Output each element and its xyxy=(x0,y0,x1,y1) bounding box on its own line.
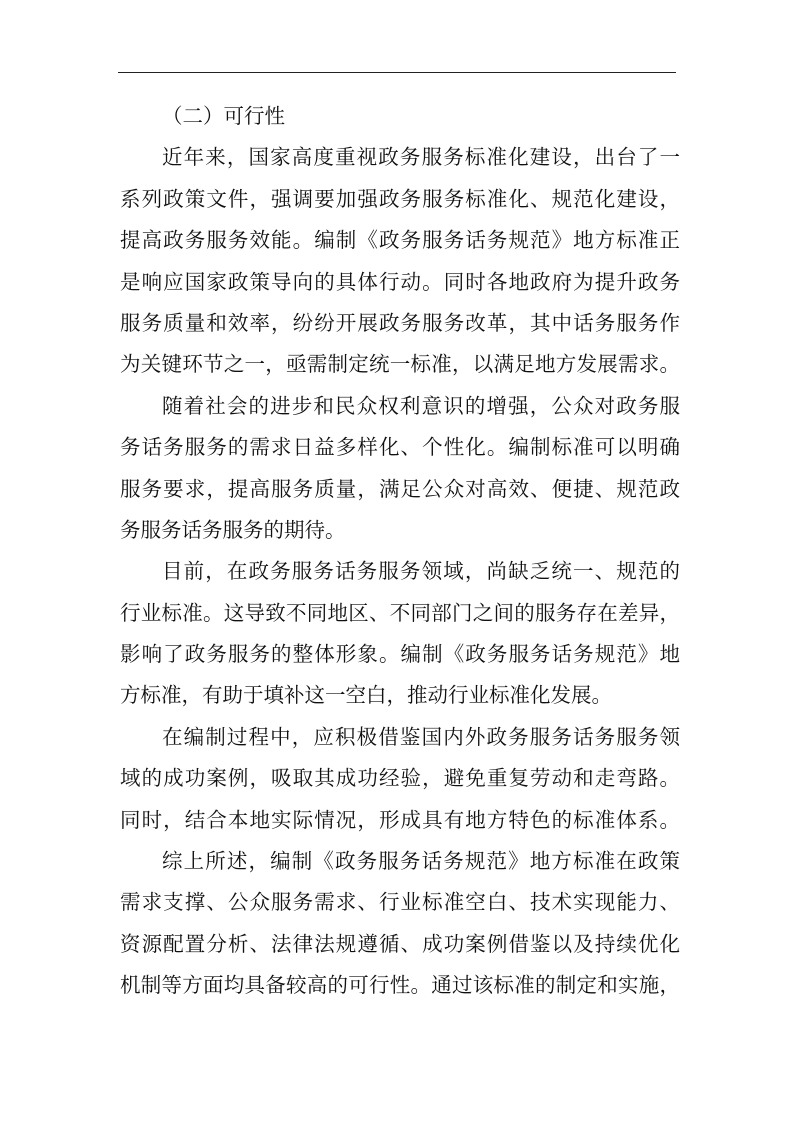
paragraph-line: 是响应国家政策导向的具体行动。同时各地政府为提升政务 xyxy=(120,269,680,294)
paragraph-line: 影响了政务服务的整体形象。编制《政务服务话务规范》地 xyxy=(120,642,680,667)
paragraph-line: 需求支撑、公众服务需求、行业标准空白、技术实现能力、 xyxy=(120,890,680,915)
paragraph-line: 在编制过程中，应积极借鉴国内外政务服务话务服务领 xyxy=(162,724,680,749)
paragraph-line: 服务要求，提高服务质量，满足公众对高效、便捷、规范政 xyxy=(120,476,680,501)
paragraph-line: 务话务服务的需求日益多样化、个性化。编制标准可以明确 xyxy=(120,435,680,460)
section-heading: （二）可行性 xyxy=(162,104,285,128)
paragraph-line: 方标准，有助于填补这一空白，推动行业标准化发展。 xyxy=(120,683,612,708)
paragraph-line: 同时，结合本地实际情况，形成具有地方特色的标准体系。 xyxy=(120,807,680,832)
body-text xyxy=(120,96,680,1007)
paragraph-line: 域的成功案例，吸取其成功经验，避免重复劳动和走弯路。 xyxy=(120,766,680,791)
paragraph-line: 随着社会的进步和民众权利意识的增强，公众对政务服 xyxy=(162,393,680,418)
paragraph-line: 目前，在政务服务话务服务领域，尚缺乏统一、规范的 xyxy=(162,559,680,584)
paragraph-line: 机制等方面均具备较高的可行性。通过该标准的制定和实施， xyxy=(120,973,680,998)
paragraph-line: 提高政务服务效能。编制《政务服务话务规范》地方标准正 xyxy=(120,228,680,253)
paragraph-line: 系列政策文件，强调要加强政务服务标准化、规范化建设， xyxy=(120,186,680,211)
header-rule xyxy=(118,72,676,73)
paragraph-line: 行业标准。这导致不同地区、不同部门之间的服务存在差异， xyxy=(120,600,680,625)
paragraph-line: 为关键环节之一，亟需制定统一标准，以满足地方发展需求。 xyxy=(120,352,680,377)
paragraph-line: 服务质量和效率，纷纷开展政务服务改革，其中话务服务作 xyxy=(120,310,680,335)
paragraph-line: 资源配置分析、法律法规遵循、成功案例借鉴以及持续优化 xyxy=(120,931,680,956)
paragraph-line: 综上所述，编制《政务服务话务规范》地方标准在政策 xyxy=(162,849,680,874)
paragraph-line: 务服务话务服务的期待。 xyxy=(120,517,346,542)
paragraph-line: 近年来，国家高度重视政务服务标准化建设，出台了一 xyxy=(162,145,680,170)
